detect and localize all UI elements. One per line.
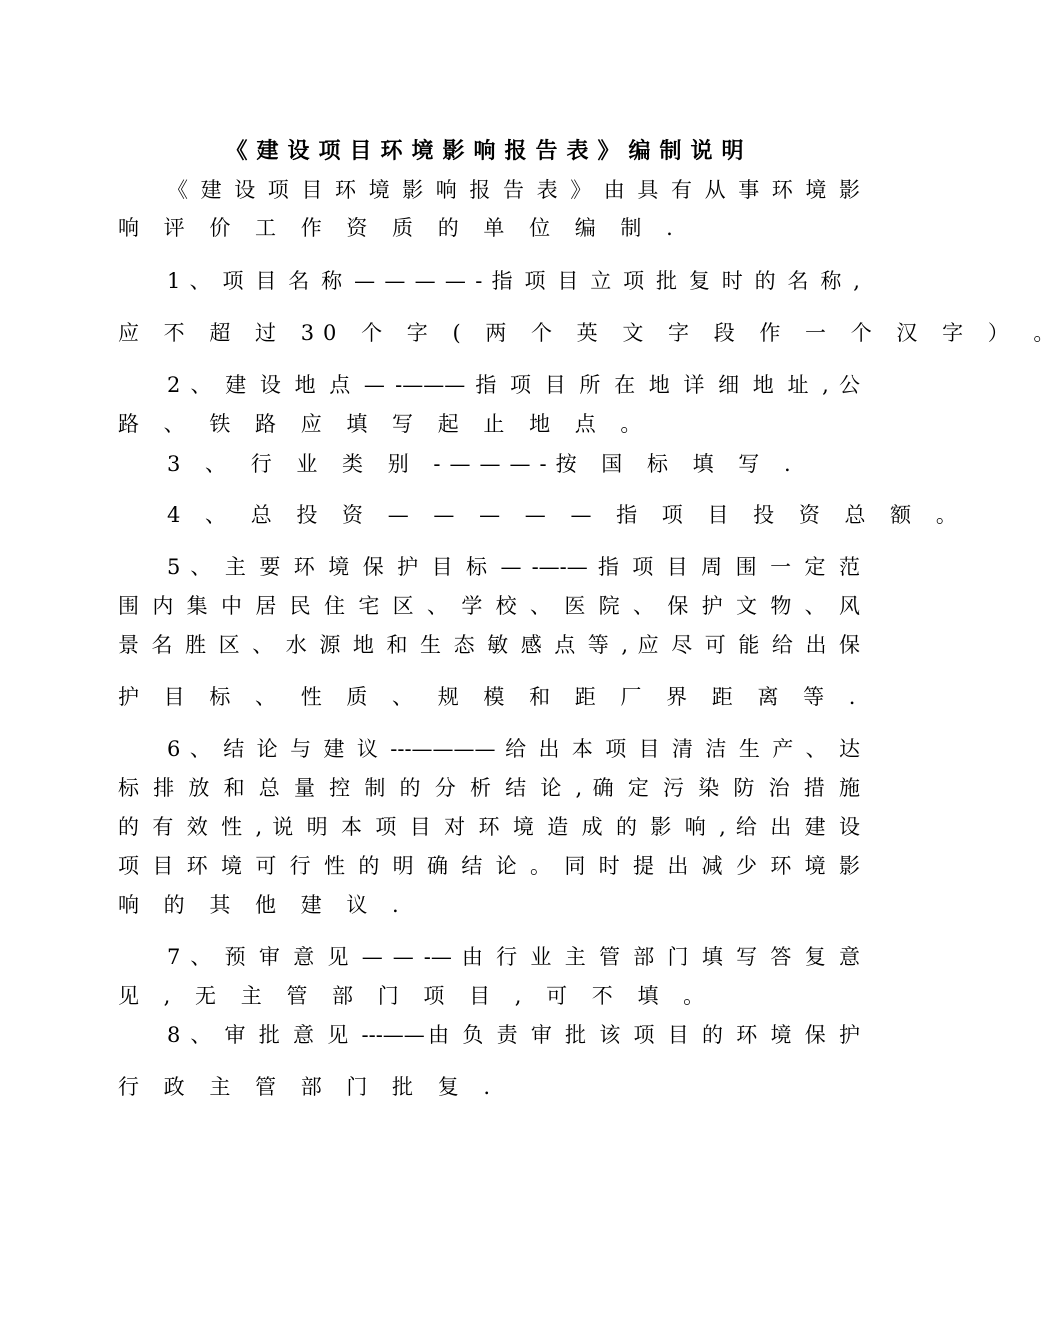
item-2-line-1: 2 、 建 设 地 点 — -——— 指 项 目 所 在 地 详 细 地 址 , 公 xyxy=(167,373,860,397)
paragraph-intro-line-2: 响 评 价 工 作 资 质 的 单 位 编 制 . xyxy=(118,216,682,240)
item-3-line-1: 3 、 行 业 类 别 -———-按 国 标 填 写 . xyxy=(167,452,800,476)
item-6-line-4: 项 目 环 境 可 行 性 的 明 确 结 论 。 同 时 提 出 减 少 环 境 影 xyxy=(118,854,860,878)
item-5-line-1: 5 、 主 要 环 境 保 护 目 标 — -—-— 指 项 目 周 围 一 定 范 xyxy=(167,555,860,579)
document-title: 《建设项目环境影响报告表》编制说明 xyxy=(225,138,753,164)
item-1-line-1: 1 、 项 目 名 称 — — — — - 指 项 目 立 项 批 复 时 的 名 称 , xyxy=(167,269,860,293)
item-1-line-2: 应 不 超 过 30 个 字 ( 两 个 英 文 字 段 作 一 个 汉 字 ） 。 xyxy=(118,321,1063,345)
item-2-line-2: 路 、 铁 路 应 填 写 起 止 地 点 。 xyxy=(118,412,651,436)
item-4-line-1: 4 、 总 投 资 — — — — — 指 项 目 投 资 总 额 。 xyxy=(167,503,966,527)
item-5-line-2: 围 内 集 中 居 民 住 宅 区 、 学 校 、 医 院 、 保 护 文 物 、 风 xyxy=(118,594,860,618)
item-6-line-5: 响 的 其 他 建 议 . xyxy=(118,893,408,917)
item-6-line-2: 标 排 放 和 总 量 控 制 的 分 析 结 论 , 确 定 污 染 防 治 措 施 xyxy=(118,776,860,800)
item-5-line-3: 景 名 胜 区 、 水 源 地 和 生 态 敏 感 点 等 , 应 尽 可 能 给 出 保 xyxy=(118,633,860,657)
item-6-line-3: 的 有 效 性 , 说 明 本 项 目 对 环 境 造 成 的 影 响 , 给 出 建 设 xyxy=(118,815,860,839)
item-7-line-1: 7 、 预 审 意 见 — — -— 由 行 业 主 管 部 门 填 写 答 复 意 xyxy=(167,945,860,969)
item-8-line-2: 行 政 主 管 部 门 批 复 . xyxy=(118,1075,500,1099)
item-7-line-2: 见 , 无 主 管 部 门 项 目 , 可 不 填 。 xyxy=(118,984,714,1008)
item-8-line-1: 8 、 审 批 意 见 ---——由 负 责 审 批 该 项 目 的 环 境 保 护 xyxy=(167,1023,860,1047)
item-6-line-1: 6 、 结 论 与 建 议 ---———— 给 出 本 项 目 清 洁 生 产 、 达 xyxy=(167,737,860,761)
paragraph-intro-line-1: 《 建 设 项 目 环 境 影 响 报 告 表 》 由 具 有 从 事 环 境 影 xyxy=(167,178,860,202)
item-5-line-4: 护 目 标 、 性 质 、 规 模 和 距 厂 界 距 离 等 . xyxy=(118,685,865,709)
